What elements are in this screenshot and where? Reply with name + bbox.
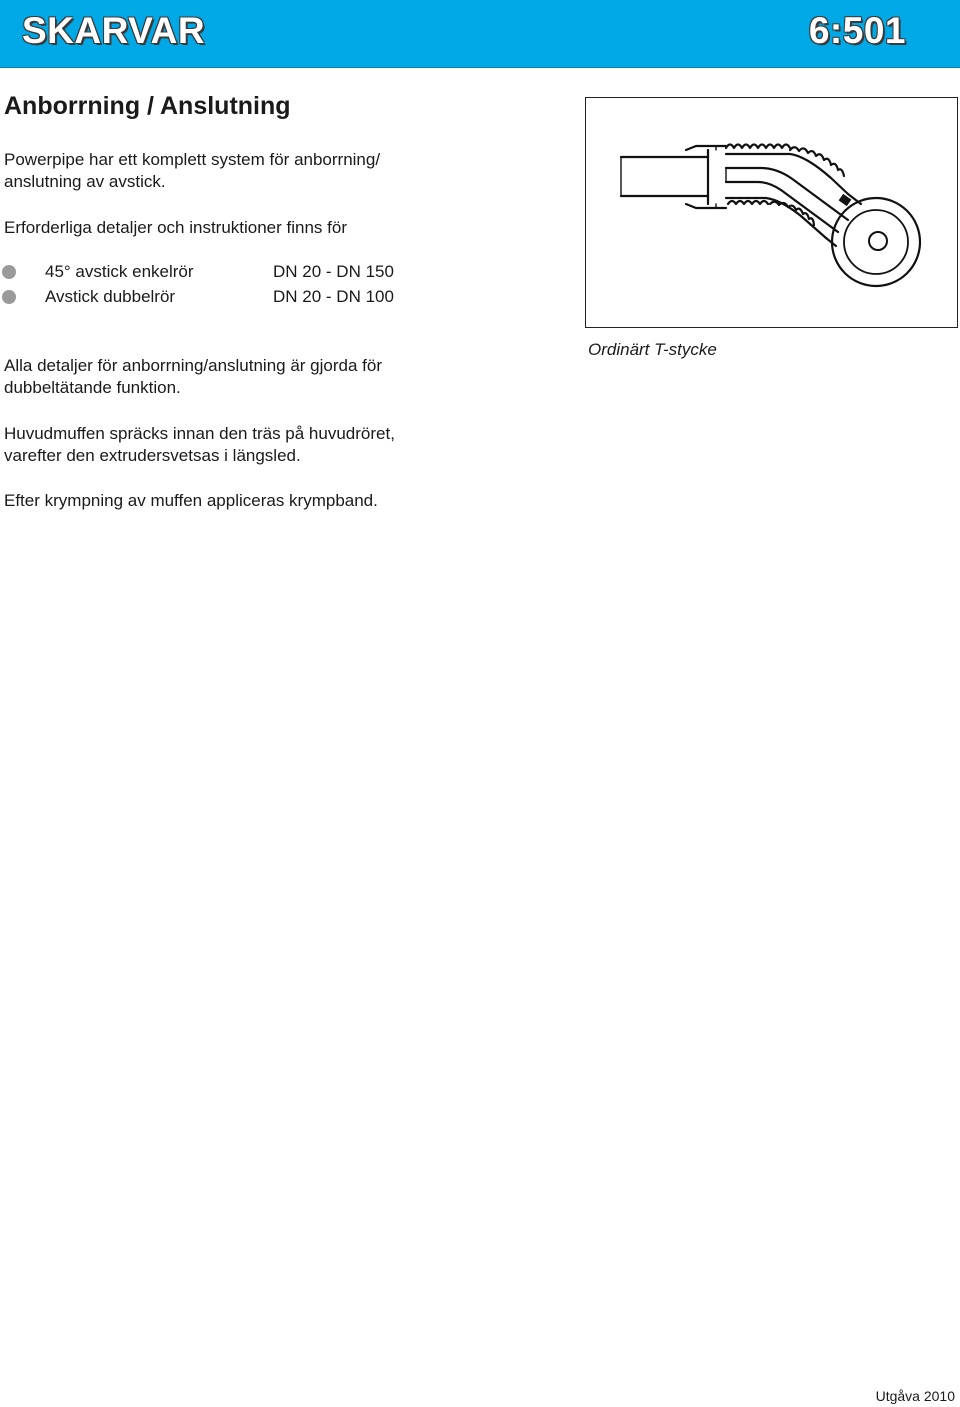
header-code: 6:501 — [808, 10, 906, 51]
page-header — [0, 0, 960, 68]
details-paragraph: Erforderliga detaljer och instruktioner finns för — [4, 218, 347, 237]
section-title: Anborrning / Anslutning — [4, 92, 291, 120]
item-name: 45° avstick enkelrör — [45, 262, 194, 281]
figure-caption: Ordinärt T-stycke — [588, 340, 717, 359]
t-piece-figure — [585, 97, 958, 328]
item-range: DN 20 - DN 100 — [273, 287, 394, 306]
bullet-icon — [2, 290, 16, 304]
item-name: Avstick dubbelrör — [45, 287, 176, 306]
shrink-paragraph: Efter krympning av muffen appliceras krympband. — [4, 491, 378, 510]
mainsleeve-paragraph: Huvudmuffen spräcks innan den träs på huvudröret, varefter den extrudersvetsas i längsled. — [4, 424, 395, 465]
item-range: DN 20 - DN 150 — [273, 262, 394, 281]
footer-edition: Utgåva 2010 — [875, 1388, 955, 1404]
header-title: SKARVAR — [22, 10, 206, 51]
t-piece-diagram-icon — [586, 98, 959, 329]
sealing-paragraph: Alla detaljer för anborrning/anslutning är gjorda för dubbeltätande funktion. — [4, 356, 383, 397]
bullet-icon — [2, 265, 16, 279]
intro-paragraph: Powerpipe har ett komplett system för anborrning/ anslutning av avstick. — [4, 150, 381, 191]
